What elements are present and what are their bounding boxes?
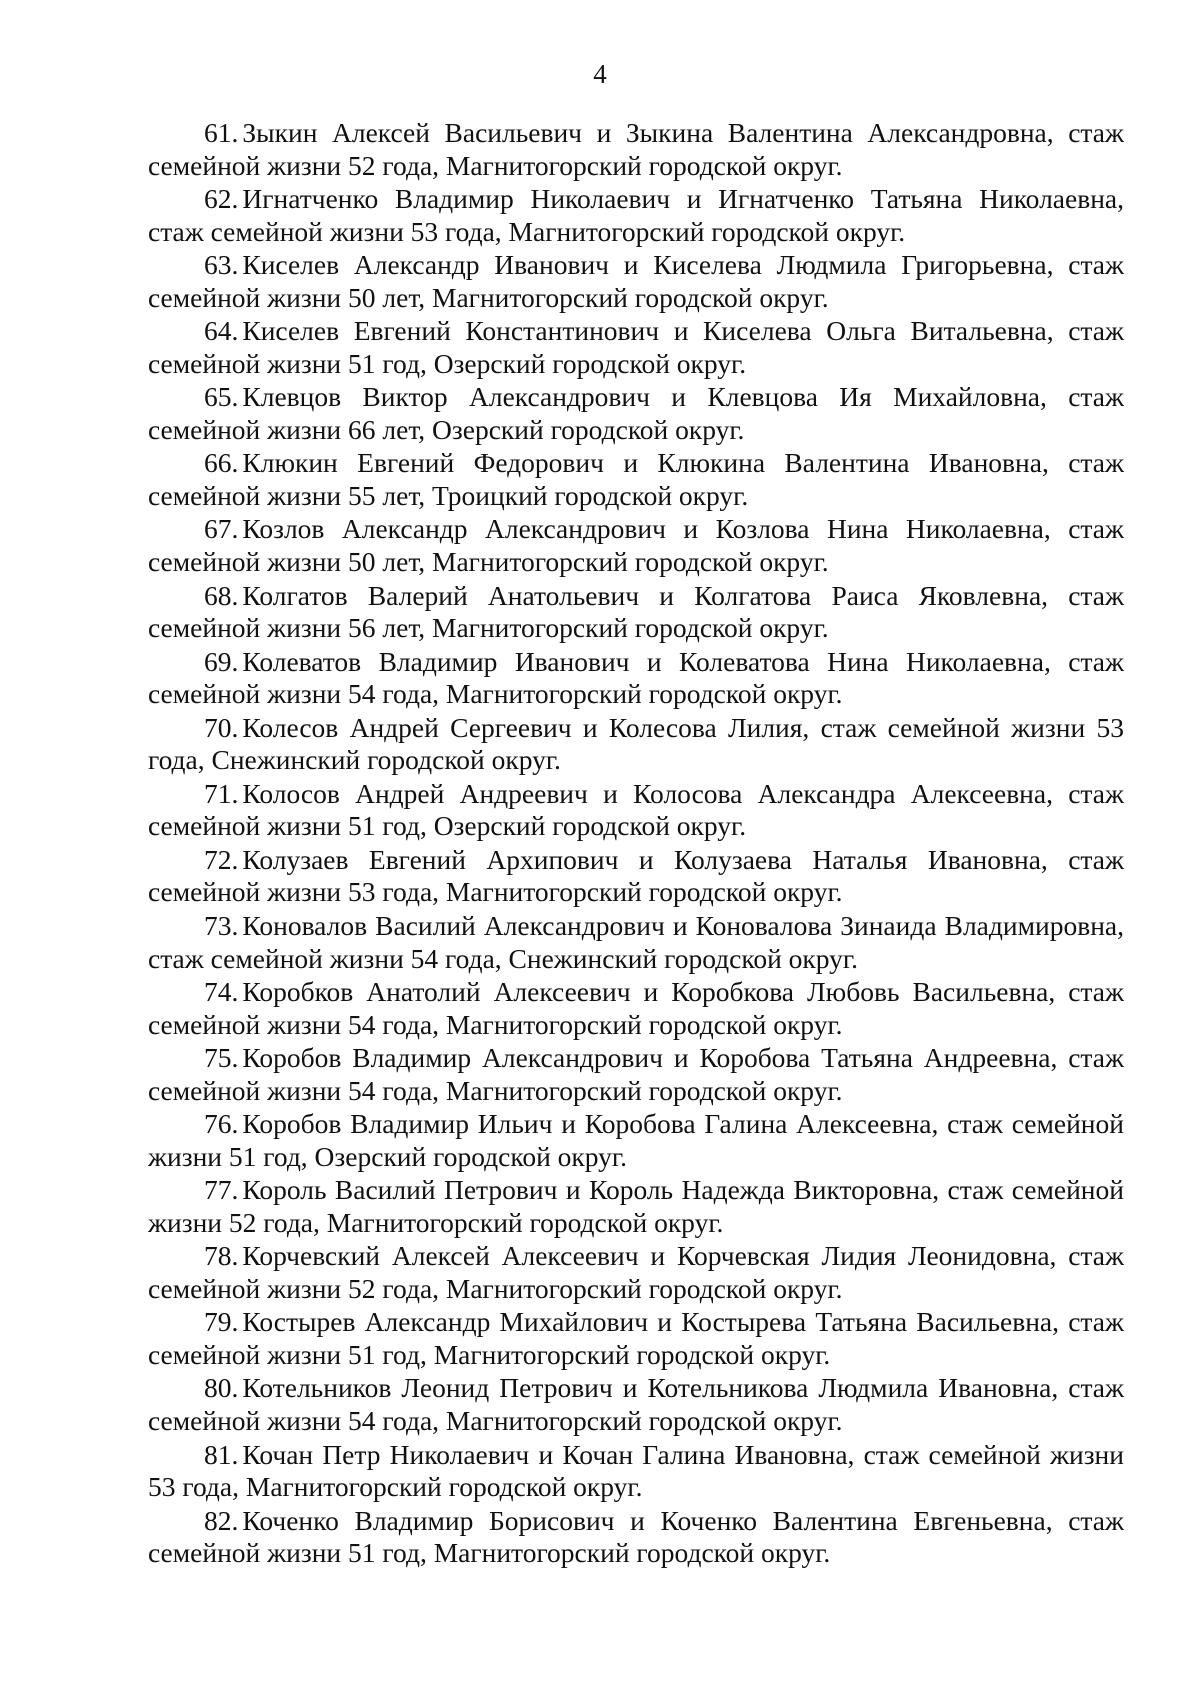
entry-number: 77. xyxy=(204,1174,239,1206)
entry-text: Король Василий Петрович и Король Надежда Викторовна, стаж семейной жизни 52 года, Магнитогорский городской округ. xyxy=(148,1174,1124,1238)
entry-list xyxy=(148,117,1124,1571)
list-item xyxy=(148,778,1124,843)
list-item xyxy=(148,1306,1124,1371)
entry-text: Зыкин Алексей Васильевич и Зыкина Валентина Александровна, стаж семейной жизни 52 года, Магнитогорский городской округ. xyxy=(148,117,1124,181)
entry-text: Колгатов Валерий Анатольевич и Колгатова Раиса Яковлевна, стаж семейной жизни 56 лет, Магнитогорский городской округ. xyxy=(148,579,1124,644)
entry-text: Коробов Владимир Александрович и Коробова Татьяна Андреевна, стаж семейной жизни 54 года, Магнитогорский городской округ. xyxy=(148,1042,1124,1106)
entry-text: Колузаев Евгений Архипович и Колузаева Наталья Ивановна, стаж семейной жизни 53 года, Магнитогорский городской округ. xyxy=(148,843,1124,908)
list-item xyxy=(148,1240,1124,1305)
entry-number: 63. xyxy=(204,249,239,281)
page-number: 4 xyxy=(593,59,607,89)
list-item xyxy=(148,712,1124,777)
entry-number: 67. xyxy=(204,513,239,545)
list-item xyxy=(148,249,1124,314)
entry-text: Киселев Александр Иванович и Киселева Людмила Григорьевна, стаж семейной жизни 50 лет, Магнитогорский городской округ. xyxy=(148,249,1124,313)
list-item xyxy=(148,117,1124,182)
entry-number: 79. xyxy=(204,1306,239,1338)
entry-number: 72. xyxy=(204,843,239,875)
list-item xyxy=(148,646,1124,711)
entry-text: Коробков Анатолий Алексеевич и Коробкова Любовь Васильевна, стаж семейной жизни 54 года, Магнитогорский городской округ. xyxy=(148,976,1124,1040)
entry-text: Котельников Леонид Петрович и Котельникова Людмила Ивановна, стаж семейной жизни 54 года, Магнитогорский городской округ. xyxy=(148,1372,1124,1437)
entry-text: Коновалов Василий Александрович и Коновалова Зинаида Владимировна, стаж семейной жизни 54 года, Снежинский городской округ. xyxy=(148,909,1124,974)
entry-number: 61. xyxy=(204,117,239,148)
list-item xyxy=(148,315,1124,380)
list-item xyxy=(148,1042,1124,1107)
entry-text: Корчевский Алексей Алексеевич и Корчевская Лидия Леонидовна, стаж семейной жизни 52 года, Магнитогорский городской округ. xyxy=(148,1240,1124,1304)
entry-number: 76. xyxy=(204,1108,239,1140)
entry-text: Клевцов Виктор Александрович и Клевцова Ия Михайловна, стаж семейной жизни 66 лет, Озерский городской округ. xyxy=(148,381,1124,445)
entry-number: 75. xyxy=(204,1042,239,1074)
entry-number: 66. xyxy=(204,447,239,479)
entry-text: Киселев Евгений Константинович и Киселева Ольга Витальевна, стаж семейной жизни 51 год, Озерский городской округ. xyxy=(148,315,1124,379)
entry-text: Козлов Александр Александрович и Козлова Нина Николаевна, стаж семейной жизни 50 лет, Магнитогорский городской округ. xyxy=(148,513,1124,578)
list-item xyxy=(148,844,1124,909)
list-item xyxy=(148,1372,1124,1437)
entry-number: 64. xyxy=(204,315,239,347)
entry-number: 68. xyxy=(204,579,239,611)
list-item xyxy=(148,1174,1124,1239)
entry-text: Колосов Андрей Андреевич и Колосова Александра Алексеевна, стаж семейной жизни 51 год, Озерский городской округ. xyxy=(148,777,1124,842)
entry-text: Костырев Александр Михайлович и Костырева Татьяна Васильевна, стаж семейной жизни 51 год, Магнитогорский городской округ. xyxy=(148,1306,1124,1370)
entry-number: 82. xyxy=(204,1504,239,1536)
list-item xyxy=(148,381,1124,446)
list-item xyxy=(148,183,1124,248)
entry-text: Коробов Владимир Ильич и Коробова Галина Алексеевна, стаж семейной жизни 51 год, Озерский городской округ. xyxy=(148,1108,1124,1172)
list-item xyxy=(148,513,1124,578)
list-item xyxy=(148,447,1124,512)
entry-number: 80. xyxy=(204,1372,239,1404)
entry-number: 78. xyxy=(204,1240,239,1272)
entry-text: Игнатченко Владимир Николаевич и Игнатченко Татьяна Николаевна, стаж семейной жизни 53 года, Магнитогорский городской округ. xyxy=(148,183,1124,247)
list-item xyxy=(148,976,1124,1041)
list-item xyxy=(148,910,1124,975)
entry-text: Кочан Петр Николаевич и Кочан Галина Ивановна, стаж семейной жизни 53 года, Магнитогорский городской округ. xyxy=(148,1438,1124,1503)
entry-number: 71. xyxy=(204,777,239,809)
list-item xyxy=(148,580,1124,645)
entry-number: 74. xyxy=(204,976,239,1008)
entry-text: Клюкин Евгений Федорович и Клюкина Валентина Ивановна, стаж семейной жизни 55 лет, Троицкий городской округ. xyxy=(148,447,1124,511)
list-item xyxy=(148,1439,1124,1504)
list-item xyxy=(148,1505,1124,1570)
entry-text: Коченко Владимир Борисович и Коченко Валентина Евгеньевна, стаж семейной жизни 51 год, Магнитогорский городской округ. xyxy=(148,1504,1124,1569)
entry-number: 73. xyxy=(204,909,239,941)
entry-text: Колеватов Владимир Иванович и Колеватова Нина Николаевна, стаж семейной жизни 54 года, Магнитогорский городской округ. xyxy=(148,645,1124,710)
entry-text: Колесов Андрей Сергеевич и Колесова Лилия, стаж семейной жизни 53 года, Снежинский городской округ. xyxy=(148,711,1124,776)
entry-number: 69. xyxy=(204,645,239,677)
list-item xyxy=(148,1108,1124,1173)
entry-number: 62. xyxy=(204,183,239,215)
entry-number: 65. xyxy=(204,381,239,413)
entry-number: 70. xyxy=(204,711,239,743)
entry-number: 81. xyxy=(204,1438,239,1470)
